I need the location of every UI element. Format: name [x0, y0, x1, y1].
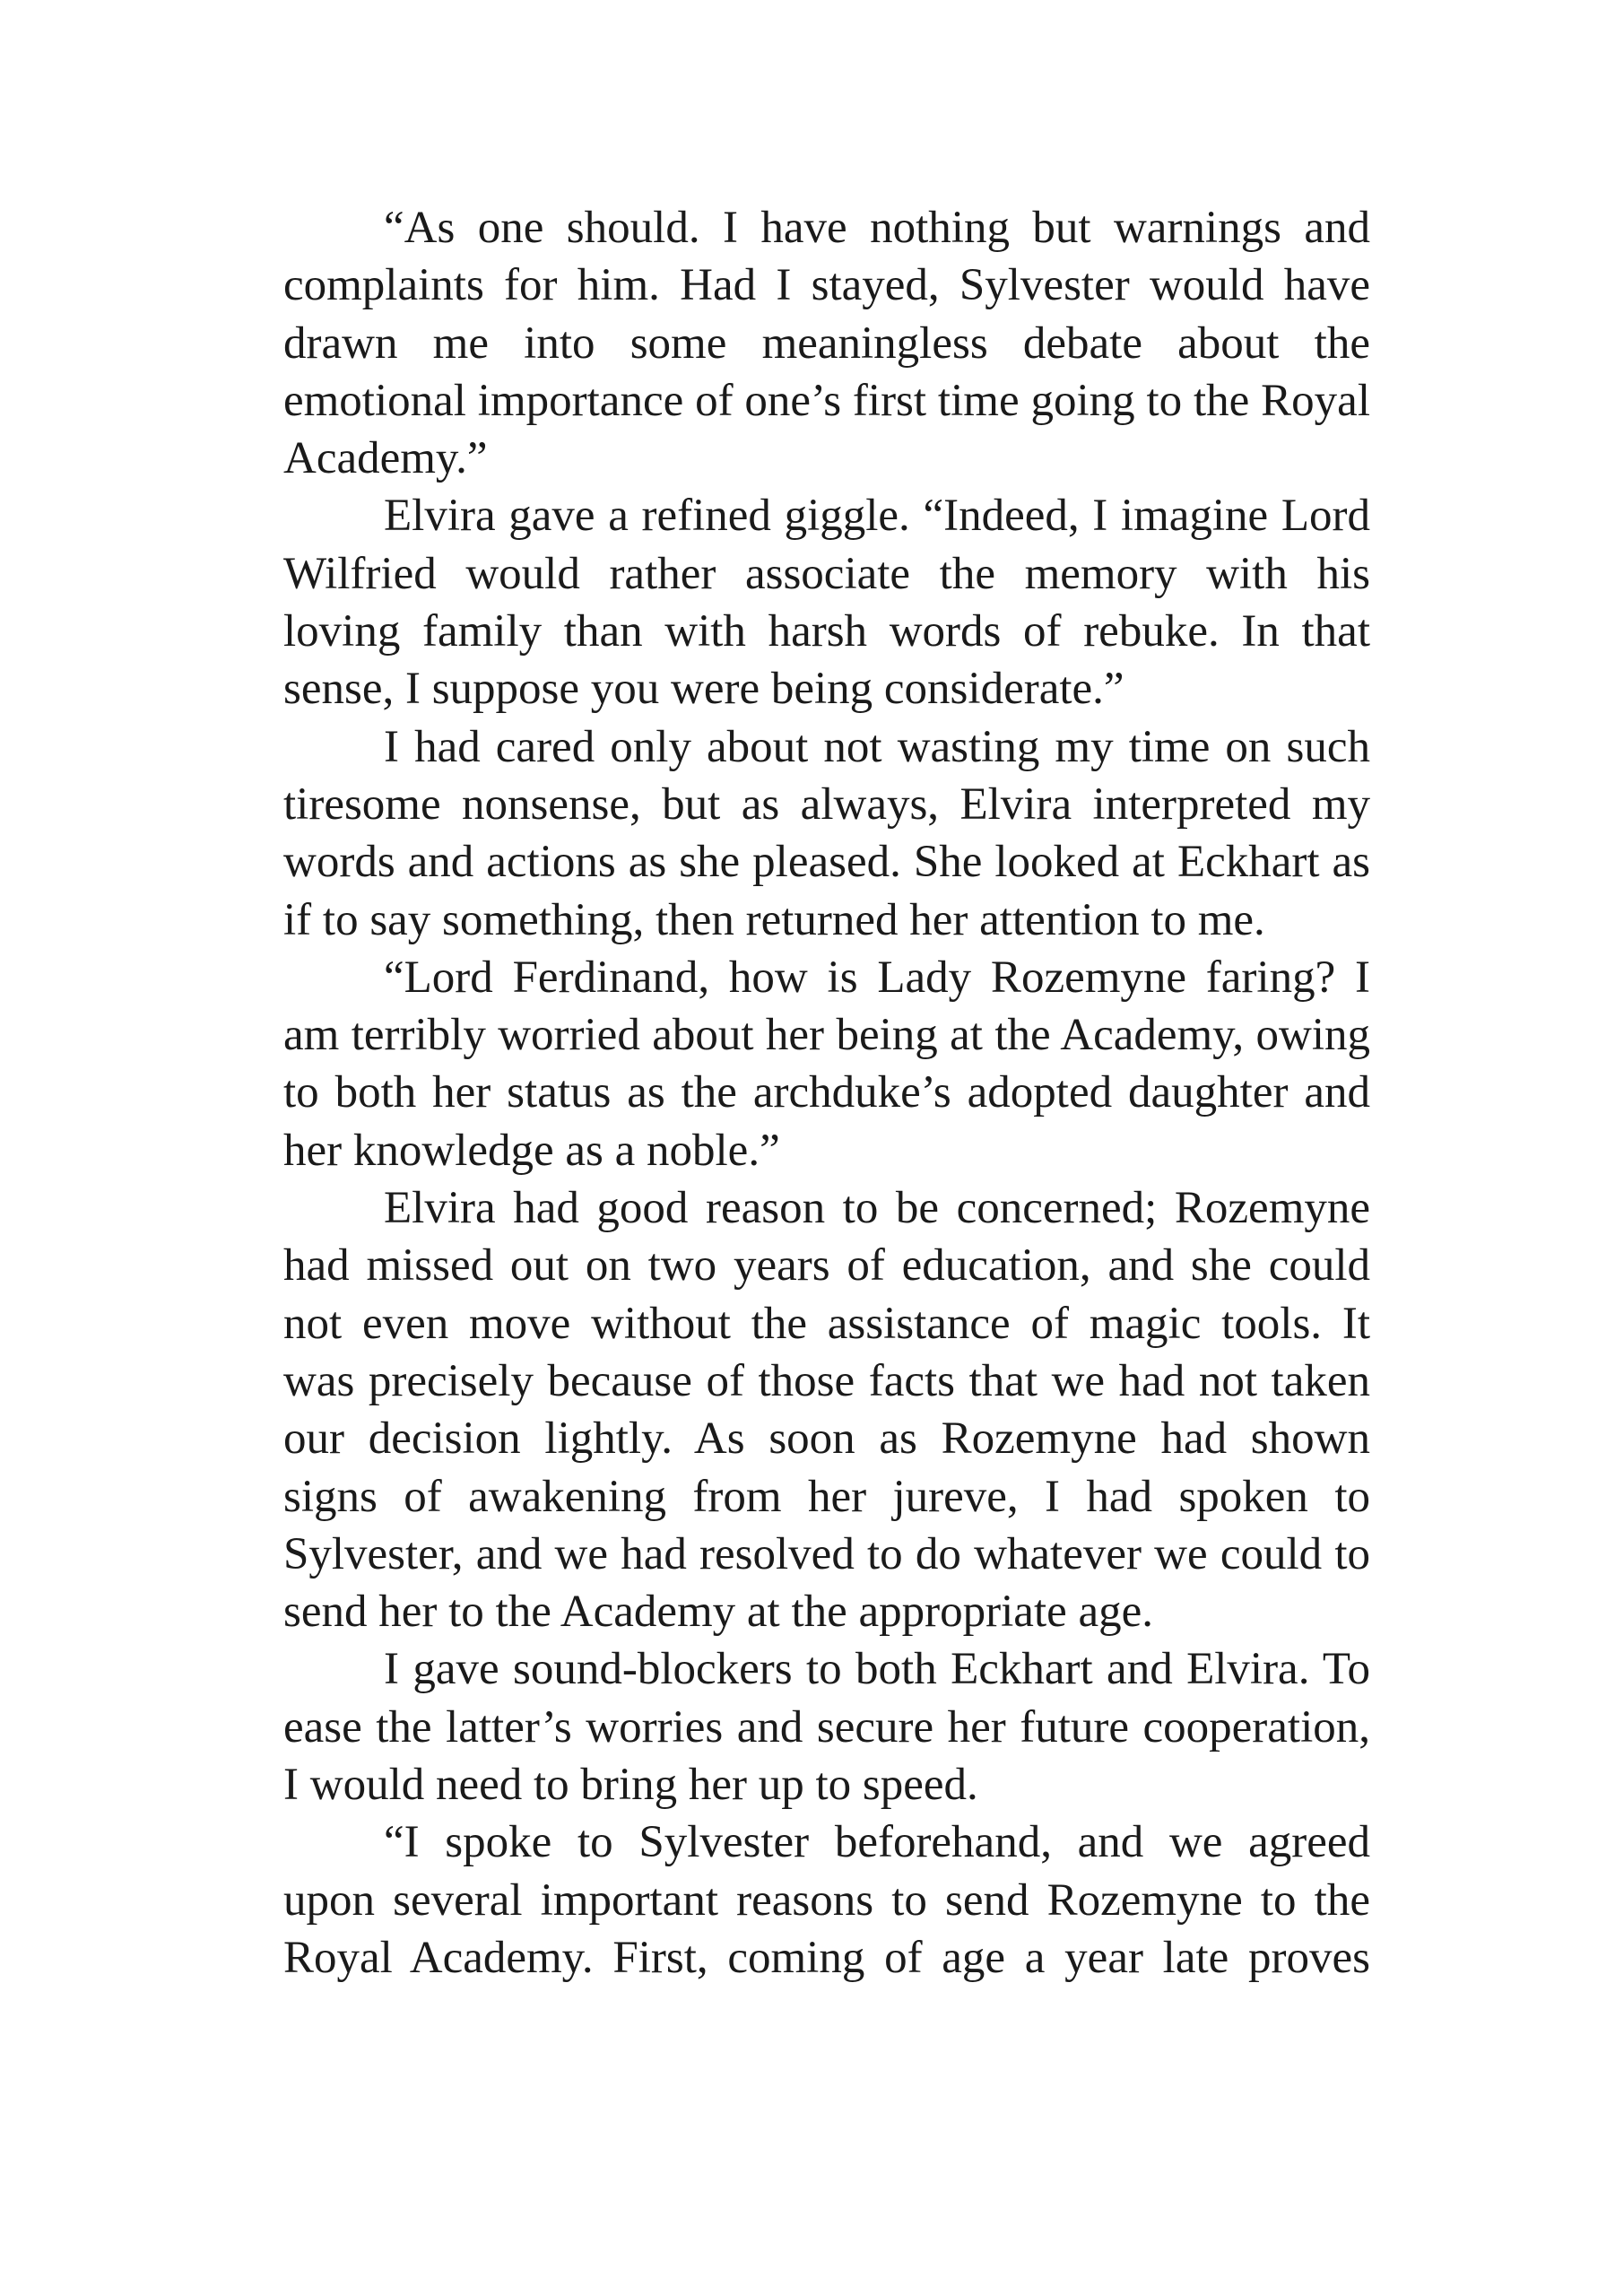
paragraph-4: “Lord Ferdinand, how is Lady Rozemyne faring? I am terribly worried about her being at the Academy, owing to both her status as the archduke’s adopted daughter and her knowledge as a noble.” [283, 952, 1370, 1176]
paragraph-5: Elvira had good reason to be concerned; Rozemyne had missed out on two years of education, and she could not even move without the assistance of magic tools. It was precisely because of those facts that we had not taken our decision lightly. As soon as Rozemyne had shown signs of awakening from her jureve, I had spoken to Sylvester, and we had resolved to do whatever we could to send her to the Academy at the appropriate age. [283, 1183, 1370, 1638]
paragraph-2: Elvira gave a refined giggle. “Indeed, I imagine Lord Wilfried would rather associate the memory with his loving family than with harsh words of rebuke. In that sense, I suppose you were being considerate.” [283, 491, 1370, 715]
paragraph-7: “I spoke to Sylvester beforehand, and we agreed upon several important reasons to send Rozemyne to the Royal Academy. First, coming of age a year late proves [283, 1817, 1370, 1983]
paragraph-1: “As one should. I have nothing but warnings and complaints for him. Had I stayed, Sylvester would have drawn me into some meaningless debate about the emotional importance of one’s first time going to the Royal Academy.” [283, 203, 1370, 484]
page-body [283, 199, 1370, 1987]
paragraph-6: I gave sound-blockers to both Eckhart and Elvira. To ease the latter’s worries and secure her future cooperation, I would need to bring her up to speed. [283, 1644, 1370, 1811]
paragraph-3: I had cared only about not wasting my time on such tiresome nonsense, but as always, Elvira interpreted my words and actions as she pleased. She looked at Eckhart as if to say something, then returned her attention to me. [283, 721, 1370, 945]
